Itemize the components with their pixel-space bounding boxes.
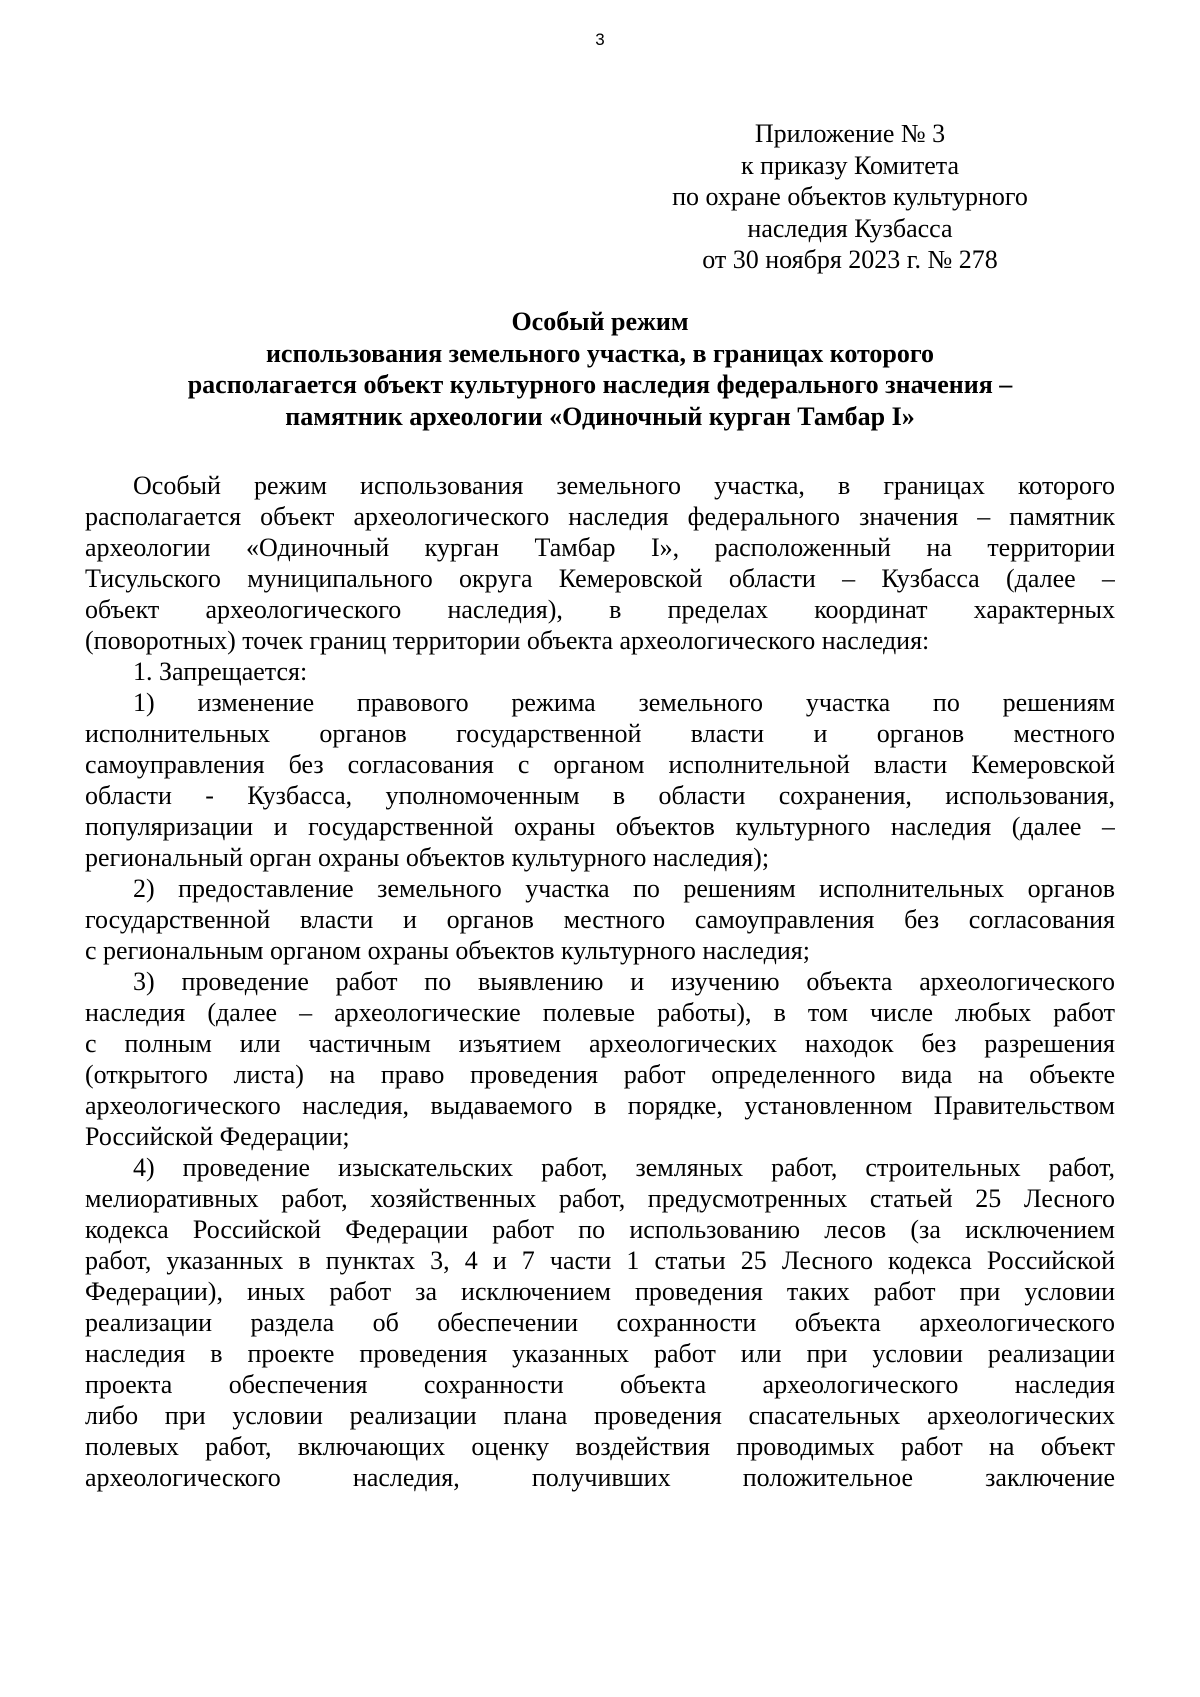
appendix-line: наследия Кузбасса — [747, 213, 953, 243]
body-line: 2) предоставление земельного участка по решениям исполнительных органов — [133, 874, 1115, 903]
body-line: 4) проведение изыскательских работ, земляных работ, строительных работ, — [133, 1153, 1115, 1182]
body-line: (поворотных) точек границ территории объекта археологического наследия: — [85, 626, 930, 655]
body-line: области - Кузбасса, уполномоченным в области сохранения, использования, — [85, 781, 1115, 810]
appendix-line: Приложение № 3 — [754, 119, 946, 148]
body-line: исполнительных органов государственной власти и органов местного — [85, 719, 1115, 748]
body-line: полевых работ, включающих оценку воздействия проводимых работ на объект — [85, 1432, 1115, 1461]
body-line: 1) изменение правового режима земельного участка по решениям — [133, 688, 1115, 717]
body-line: 1. Запрещается: — [133, 657, 308, 686]
body-line: реализации раздела об обеспечении сохранности объекта археологического — [85, 1308, 1115, 1337]
body-line: Федерации), иных работ за исключением проведения таких работ при условии — [85, 1277, 1115, 1306]
page-number: 3 — [595, 30, 605, 49]
body-line: Российской Федерации; — [85, 1122, 350, 1151]
body-line: археологического наследия, выдаваемого в порядке, установленном Правительством — [85, 1091, 1115, 1120]
title-line: использования земельного участка, в границах которого — [265, 338, 935, 368]
title-line: располагается объект культурного наследия федерального значения – — [187, 370, 1013, 399]
title-line: Особый режим — [511, 307, 689, 336]
body-line: проекта обеспечения сохранности объекта археологического наследия — [85, 1370, 1115, 1399]
body-line: либо при условии реализации плана проведения спасательных археологических — [85, 1401, 1115, 1430]
body-line: располагается объект археологического наследия федерального значения – памятник — [85, 502, 1115, 531]
body-line: региональный орган охраны объектов культурного наследия); — [85, 843, 770, 872]
appendix-line: от 30 ноября 2023 г. № 278 — [702, 245, 998, 274]
body-line: наследия (далее – археологические полевые работы), в том числе любых работ — [85, 998, 1115, 1027]
body-line: популяризации и государственной охраны объектов культурного наследия (далее – — [85, 812, 1115, 841]
body-line: работ, указанных в пунктах 3, 4 и 7 части 1 статьи 25 Лесного кодекса Российской — [85, 1246, 1115, 1275]
body-line: с полным или частичным изъятием археологических находок без разрешения — [85, 1029, 1115, 1058]
body-line: (открытого листа) на право проведения работ определенного вида на объекте — [85, 1060, 1115, 1089]
body-line: археологии «Одиночный курган Тамбар I», расположенный на территории — [85, 533, 1115, 562]
body-line: 3) проведение работ по выявлению и изучению объекта археологического — [133, 967, 1115, 996]
appendix-line: к приказу Комитета — [740, 150, 959, 180]
body-line: наследия в проекте проведения указанных работ или при условии реализации — [85, 1339, 1115, 1368]
body-line: самоуправления без согласования с органом исполнительной власти Кемеровской — [85, 750, 1115, 779]
appendix-header — [620, 118, 1080, 276]
document-title — [85, 306, 1115, 432]
document-body — [85, 470, 1115, 1493]
body-line: Тисульского муниципального округа Кемеровской области – Кузбасса (далее – — [85, 564, 1115, 593]
body-line: мелиоративных работ, хозяйственных работ, предусмотренных статьей 25 Лесного — [85, 1184, 1115, 1213]
body-line: государственной власти и органов местного самоуправления без согласования — [85, 905, 1115, 934]
body-line: кодекса Российской Федерации работ по использованию лесов (за исключением — [85, 1215, 1115, 1244]
body-line: с региональным органом охраны объектов культурного наследия; — [85, 936, 810, 965]
title-line: памятник археологии «Одиночный курган Тамбар I» — [285, 401, 915, 431]
appendix-line: по охране объектов культурного — [672, 182, 1028, 211]
body-line: археологического наследия, получивших положительное заключение — [85, 1463, 1115, 1492]
body-line: Особый режим использования земельного участка, в границах которого — [133, 471, 1115, 500]
body-line: объект археологического наследия), в пределах координат характерных — [85, 595, 1115, 624]
